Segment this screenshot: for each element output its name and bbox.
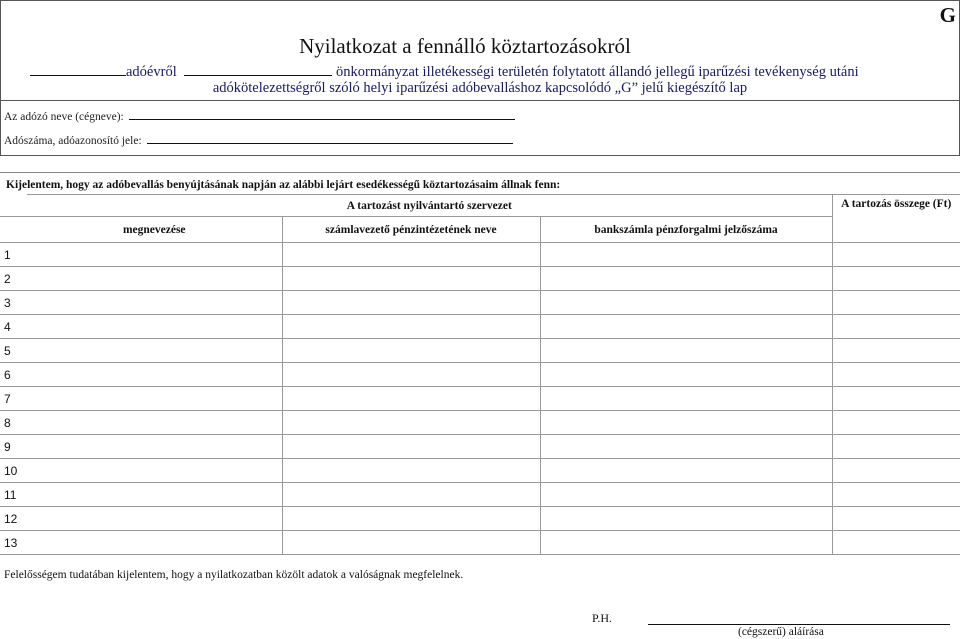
account-number-cell[interactable] (540, 531, 832, 555)
signature-line[interactable] (648, 624, 950, 625)
form-letter: G (939, 3, 956, 27)
row-number: 8 (0, 411, 27, 435)
amount-cell[interactable] (832, 531, 960, 555)
taxpayer-id-label: Adószáma, adóazonosító jele: (4, 135, 142, 147)
bank-name-cell[interactable] (282, 435, 540, 459)
org-name-cell[interactable] (27, 411, 282, 435)
table-row (0, 435, 960, 459)
amount-cell[interactable] (832, 243, 960, 267)
bank-name-cell[interactable] (282, 291, 540, 315)
org-name-cell[interactable] (27, 435, 282, 459)
org-name-cell[interactable] (27, 243, 282, 267)
taxpayer-name-row (4, 111, 515, 123)
table-row (0, 267, 960, 291)
responsibility-statement: Felelősségem tudatában kijelentem, hogy a nyilatkozatban közölt adatok a valóságnak megfelelnek. (4, 569, 464, 581)
row-number: 11 (0, 483, 27, 507)
bank-name-cell[interactable] (282, 315, 540, 339)
account-number-cell[interactable] (540, 387, 832, 411)
row-number: 10 (0, 459, 27, 483)
account-number-cell[interactable] (540, 339, 832, 363)
bank-name-cell[interactable] (282, 243, 540, 267)
taxpayer-id-row (4, 135, 513, 147)
row-number: 12 (0, 507, 27, 531)
bank-name-cell[interactable] (282, 507, 540, 531)
intro-line-2: adókötelezettségről szóló helyi iparűzési adóbevalláshoz kapcsolódó „G” jelű kiegészítő lap (212, 80, 748, 96)
amount-cell[interactable] (832, 315, 960, 339)
org-name-cell[interactable] (27, 459, 282, 483)
row-number: 3 (0, 291, 27, 315)
table-row (0, 483, 960, 507)
row-number: 7 (0, 387, 27, 411)
form-title: Nyilatkozat a fennálló köztartozásokról (299, 34, 631, 58)
taxpayer-id-field[interactable] (147, 142, 513, 144)
intro-line-1 (30, 64, 930, 81)
org-name-cell[interactable] (27, 483, 282, 507)
bank-name-header: számlavezető pénzintézetének neve (282, 217, 540, 243)
org-name-cell[interactable] (27, 531, 282, 555)
bank-name-cell[interactable] (282, 339, 540, 363)
table-row (0, 507, 960, 531)
org-name-cell[interactable] (27, 315, 282, 339)
row-number: 13 (0, 531, 27, 555)
account-number-cell[interactable] (540, 243, 832, 267)
taxpayer-name-label: Az adózó neve (cégneve): (4, 111, 124, 123)
municipality-text: önkormányzat illetékességi területén folytatott állandó jellegű iparűzési tevékenység utáni (335, 64, 859, 80)
signature-label: (cégszerű) aláírása (738, 626, 824, 638)
debt-table (0, 194, 960, 555)
org-name-cell[interactable] (27, 291, 282, 315)
row-number-subheader (0, 217, 27, 243)
table-row (0, 363, 960, 387)
table-row (0, 387, 960, 411)
org-name-cell[interactable] (27, 387, 282, 411)
amount-cell[interactable] (832, 483, 960, 507)
bank-name-cell[interactable] (282, 483, 540, 507)
amount-cell[interactable] (832, 435, 960, 459)
stamp-label: P.H. (592, 611, 613, 625)
amount-cell[interactable] (832, 363, 960, 387)
row-number: 4 (0, 315, 27, 339)
org-name-cell[interactable] (27, 267, 282, 291)
bank-name-cell[interactable] (282, 459, 540, 483)
org-name-cell[interactable] (27, 363, 282, 387)
organization-group-header: A tartozást nyilvántartó szervezet (27, 195, 832, 217)
table-row (0, 531, 960, 555)
table-row (0, 411, 960, 435)
municipality-blank[interactable] (184, 74, 332, 76)
bank-name-cell[interactable] (282, 267, 540, 291)
account-number-cell[interactable] (540, 267, 832, 291)
amount-cell[interactable] (832, 411, 960, 435)
row-number: 1 (0, 243, 27, 267)
amount-cell[interactable] (832, 267, 960, 291)
org-name-header: megnevezése (27, 217, 282, 243)
row-number: 5 (0, 339, 27, 363)
year-suffix: adóévről (126, 64, 177, 80)
row-number: 9 (0, 435, 27, 459)
account-number-cell[interactable] (540, 507, 832, 531)
bank-name-cell[interactable] (282, 363, 540, 387)
account-number-cell[interactable] (540, 483, 832, 507)
row-number: 6 (0, 363, 27, 387)
account-number-cell[interactable] (540, 459, 832, 483)
account-number-cell[interactable] (540, 411, 832, 435)
account-number-cell[interactable] (540, 363, 832, 387)
table-row (0, 459, 960, 483)
table-row (0, 315, 960, 339)
taxpayer-box (0, 99, 960, 156)
org-name-cell[interactable] (27, 507, 282, 531)
row-number-header (0, 195, 27, 217)
table-row (0, 339, 960, 363)
row-number: 2 (0, 267, 27, 291)
org-name-cell[interactable] (27, 339, 282, 363)
bank-name-cell[interactable] (282, 531, 540, 555)
table-row (0, 243, 960, 267)
amount-cell[interactable] (832, 339, 960, 363)
amount-cell[interactable] (832, 291, 960, 315)
account-number-cell[interactable] (540, 435, 832, 459)
account-number-header: bankszámla pénzforgalmi jelzőszáma (540, 217, 832, 243)
account-number-cell[interactable] (540, 291, 832, 315)
year-blank[interactable] (30, 74, 126, 76)
amount-cell[interactable] (832, 507, 960, 531)
table-row (0, 291, 960, 315)
amount-header: A tartozás összege (Ft) (832, 195, 960, 243)
amount-cell[interactable] (832, 387, 960, 411)
bank-name-cell[interactable] (282, 411, 540, 435)
declaration-text: Kijelentem, hogy az adóbevallás benyújtásának napján az alábbi lejárt esedékességű köztartozásaim állnak fenn: (6, 179, 561, 191)
amount-cell[interactable] (832, 459, 960, 483)
taxpayer-name-field[interactable] (129, 118, 515, 120)
bank-name-cell[interactable] (282, 387, 540, 411)
declaration-divider (0, 172, 960, 173)
account-number-cell[interactable] (540, 315, 832, 339)
